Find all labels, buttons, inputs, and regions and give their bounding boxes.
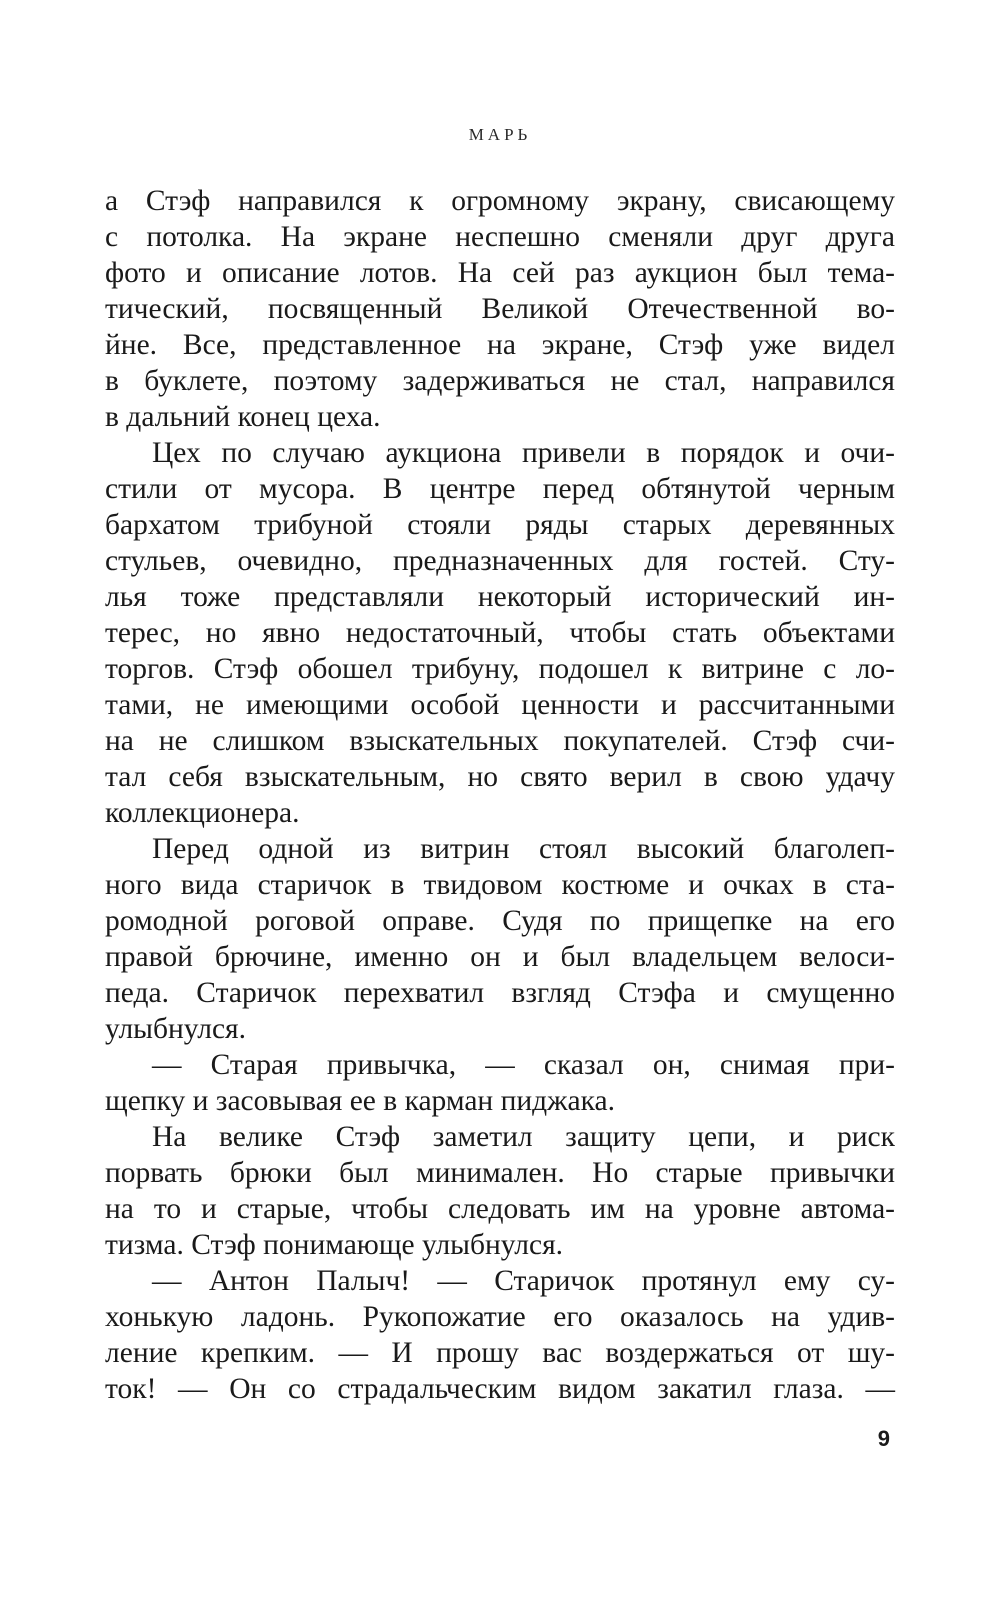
text-line: на то и старые, чтобы следовать им на уровне автома- — [105, 1193, 895, 1225]
text-line: ток! — Он со страдальческим видом закатил глаза. — — [105, 1373, 895, 1405]
text-line: правой брючине, именно он и был владельцем велоси- — [105, 941, 895, 973]
dialogue-paragraph — [105, 1263, 895, 1407]
dialogue-paragraph — [105, 1047, 895, 1119]
page-number: 9 — [877, 1426, 890, 1451]
body-text — [105, 183, 895, 1407]
paragraph — [105, 831, 895, 1047]
text-line: терес, но явно недостаточный, чтобы стать объектами — [105, 617, 895, 649]
text-line: стульев, очевидно, предназначенных для гостей. Сту- — [105, 545, 895, 577]
text-line: На велике Стэф заметил защиту цепи, и риск — [152, 1121, 895, 1153]
text-line: в буклете, поэтому задерживаться не стал, направился — [105, 365, 895, 397]
text-line: хонькую ладонь. Рукопожатие его оказалось на удив- — [105, 1301, 895, 1333]
text-line: Цех по случаю аукциона привели в порядок и очи- — [152, 437, 895, 469]
text-line: улыбнулся. — [105, 1013, 247, 1045]
text-line: йне. Все, представленное на экране, Стэф уже видел — [105, 329, 895, 361]
text-line: ного вида старичок в твидовом костюме и очках в ста- — [105, 869, 895, 901]
text-line: щепку и засовывая ее в карман пиджака. — [105, 1085, 615, 1117]
text-line: а Стэф направился к огромному экрану, свисающему — [105, 185, 895, 217]
paragraph — [105, 183, 895, 435]
text-line: коллекционера. — [105, 797, 300, 829]
text-line: на не слишком взыскательных покупателей. Стэф счи- — [105, 725, 895, 757]
text-line: тический, посвященный Великой Отечественной во- — [105, 293, 895, 325]
running-head: МАРЬ — [468, 125, 532, 144]
text-line: педа. Старичок перехватил взгляд Стэфа и смущенно — [105, 977, 895, 1009]
text-line: в дальний конец цеха. — [105, 401, 381, 433]
text-line: — Антон Палыч! — Старичок протянул ему су- — [152, 1265, 895, 1297]
text-line: ление крепким. — И прошу вас воздержаться от шу- — [105, 1337, 895, 1369]
text-line: порвать брюки был минимален. Но старые привычки — [105, 1157, 895, 1189]
text-line: бархатом трибуной стояли ряды старых деревянных — [105, 509, 895, 541]
text-line: тал себя взыскательным, но свято верил в свою удачу — [105, 761, 895, 793]
text-line: стили от мусора. В центре перед обтянутой черным — [105, 473, 895, 505]
text-line: Перед одной из витрин стоял высокий благолеп- — [152, 833, 895, 865]
text-line: фото и описание лотов. На сей раз аукцион был тема- — [105, 257, 895, 289]
paragraph — [105, 1119, 895, 1263]
text-line: — Старая привычка, — сказал он, снимая при- — [152, 1049, 895, 1081]
text-line: с потолка. На экране неспешно сменяли друг друга — [105, 221, 895, 253]
text-line: лья тоже представляли некоторый исторический ин- — [105, 581, 895, 613]
text-line: торгов. Стэф обошел трибуну, подошел к витрине с ло- — [105, 653, 895, 685]
text-line: ромодной роговой оправе. Судя по прищепке на его — [105, 905, 895, 937]
paragraph — [105, 435, 895, 831]
text-line: тизма. Стэф понимающе улыбнулся. — [105, 1229, 564, 1261]
text-line: тами, не имеющими особой ценности и рассчитанными — [105, 689, 895, 721]
